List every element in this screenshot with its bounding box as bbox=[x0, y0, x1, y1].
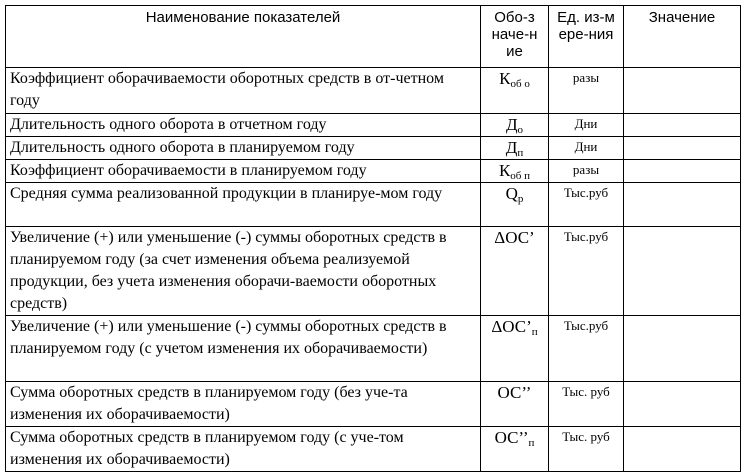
designation-subscript: об о bbox=[510, 78, 530, 90]
row-name: Увеличение (+) или уменьшение (-) суммы оборотных средств в планируемом году (с учетом изменения их оборачиваемости) bbox=[6, 316, 481, 382]
header-designation-text: Обо-значе-ние bbox=[491, 9, 538, 60]
table-row bbox=[6, 382, 741, 427]
row-designation bbox=[481, 316, 549, 382]
row-designation bbox=[481, 137, 549, 160]
designation-symbol: ΔОС’ bbox=[491, 317, 532, 336]
row-unit: Тыс. руб bbox=[549, 427, 624, 472]
header-unit bbox=[549, 6, 624, 68]
designation-subscript: п bbox=[528, 437, 535, 449]
header-row bbox=[6, 6, 741, 68]
row-designation bbox=[481, 183, 549, 227]
table-row bbox=[6, 137, 741, 160]
table-row bbox=[6, 114, 741, 137]
designation-subscript: о bbox=[517, 124, 524, 136]
row-unit: Тыс.руб bbox=[549, 227, 624, 316]
row-name: Средняя сумма реализованной продукции в планируе-мом году bbox=[6, 183, 481, 227]
table-row bbox=[6, 68, 741, 114]
table-row bbox=[6, 160, 741, 183]
row-value-cell[interactable] bbox=[624, 68, 741, 114]
designation-subscript: п bbox=[531, 326, 538, 338]
designation-subscript: об п bbox=[510, 170, 531, 182]
designation-symbol: Д bbox=[505, 115, 518, 134]
row-name: Длительность одного оборота в отчетном году bbox=[6, 114, 481, 137]
row-designation bbox=[481, 427, 549, 472]
header-name bbox=[6, 6, 481, 68]
row-value-cell[interactable] bbox=[624, 316, 741, 382]
table-row bbox=[6, 316, 741, 382]
row-unit: Дни bbox=[549, 114, 624, 137]
row-designation bbox=[481, 227, 549, 316]
designation-symbol: ОС’’ bbox=[497, 383, 532, 402]
row-unit: Дни bbox=[549, 137, 624, 160]
row-name: Увеличение (+) или уменьшение (-) суммы оборотных средств в планируемом году (за счет изменения объема реализуемой продукции, без учета изменения оборачи-ваемости оборотных средств) bbox=[6, 227, 481, 316]
table-row bbox=[6, 227, 741, 316]
designation-symbol: К bbox=[498, 161, 511, 180]
designation-symbol: Д bbox=[505, 138, 518, 157]
row-designation bbox=[481, 68, 549, 114]
row-designation bbox=[481, 114, 549, 137]
row-value-cell[interactable] bbox=[624, 227, 741, 316]
row-name: Сумма оборотных средств в планируемом году (с уче-том изменения их оборачиваемости) bbox=[6, 427, 481, 472]
row-unit: Тыс. руб bbox=[549, 382, 624, 427]
row-value-cell[interactable] bbox=[624, 427, 741, 472]
row-value-cell[interactable] bbox=[624, 160, 741, 183]
designation-symbol: Q bbox=[505, 184, 518, 203]
table-row bbox=[6, 427, 741, 472]
row-name: Сумма оборотных средств в планируемом году (без уче-та изменения их оборачиваемости) bbox=[6, 382, 481, 427]
row-value-cell[interactable] bbox=[624, 382, 741, 427]
row-value-cell[interactable] bbox=[624, 114, 741, 137]
row-unit: разы bbox=[549, 160, 624, 183]
row-designation bbox=[481, 160, 549, 183]
row-designation bbox=[481, 382, 549, 427]
designation-subscript: п bbox=[517, 147, 524, 159]
row-unit: разы bbox=[549, 68, 624, 114]
header-designation bbox=[481, 6, 549, 68]
row-unit: Тыс.руб bbox=[549, 183, 624, 227]
header-name-text: Наименование показателей bbox=[145, 9, 341, 26]
indicators-table bbox=[5, 5, 741, 472]
row-value-cell[interactable] bbox=[624, 183, 741, 227]
row-name: Коэффициент оборачиваемости оборотных средств в от-четном году bbox=[6, 68, 481, 114]
designation-subscript: р bbox=[517, 193, 524, 205]
table-row bbox=[6, 183, 741, 227]
header-value: Значение bbox=[624, 6, 741, 68]
designation-symbol: ОС’’ bbox=[494, 428, 529, 447]
designation-symbol: К bbox=[499, 69, 511, 88]
row-name: Коэффициент оборачиваемости в планируемом году bbox=[6, 160, 481, 183]
row-unit: Тыс.руб bbox=[549, 316, 624, 382]
row-value-cell[interactable] bbox=[624, 137, 741, 160]
header-unit-text: Ед. из-мере-ния bbox=[557, 9, 615, 43]
row-name: Длительность одного оборота в планируемом году bbox=[6, 137, 481, 160]
designation-symbol: ΔОС’ bbox=[494, 228, 535, 247]
